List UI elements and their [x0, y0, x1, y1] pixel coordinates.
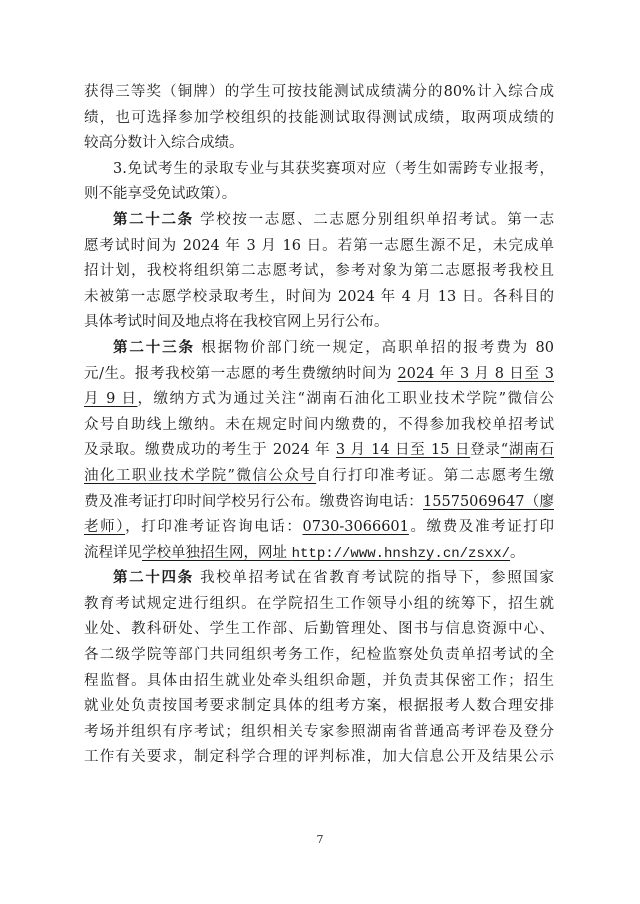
underlined-text: 学校单独招生网，网址 [142, 544, 292, 561]
text-span: 则不能享受免试政策）。 [84, 186, 237, 203]
text-span: ，缴纳方式为通过关注“湖南石油化工职业技术学院”微信公 [137, 391, 554, 408]
text-span: 流程详见 [84, 544, 142, 561]
text-line [84, 694, 554, 720]
text-line [84, 541, 554, 567]
text-span: 自行打印准考证。第二志愿考生缴 [316, 467, 554, 484]
text-span: 登录 [470, 442, 501, 459]
article-title: 第二十三条 [113, 339, 195, 356]
underlined-phone: 0730-3066601 [302, 519, 409, 536]
text-span: 学校按一志愿、二志愿分别组织单招考试。第一志 [193, 211, 555, 228]
underlined-text: “湖南石 [500, 442, 554, 459]
text-line [84, 131, 554, 157]
text-span: 较高分数计入综合成绩。 [84, 135, 244, 152]
text-line [84, 234, 554, 260]
text-span: ，打印准考证咨询电话： [125, 519, 303, 536]
text-line [84, 362, 554, 388]
website-link[interactable]: http://www.hnshzy.cn/zsxx/ [291, 545, 511, 562]
text-span: 绩，也可选择参加学校组织的技能测试取得测试成绩，取两项成绩的 [84, 109, 554, 126]
text-line [84, 80, 554, 106]
text-line [84, 387, 554, 413]
text-span: 元/生。报考我校第一志愿的考生费缴纳时间为 [84, 365, 398, 382]
text-span: 工作有关要求，制定科学合理的评判标准，加大信息公开及结果公示 [84, 749, 554, 766]
text-line [84, 643, 554, 669]
underlined-text: 老师） [84, 519, 126, 536]
text-span: 获得三等奖（铜牌）的学生可按技能测试成绩满分的80%计入综合成 [84, 84, 554, 100]
text-span: 费及准考证打印时间学校另行公布。缴费咨询电话： [84, 493, 424, 510]
text-line [84, 182, 554, 208]
text-line [84, 438, 554, 464]
text-line [84, 413, 554, 439]
text-span: 3.免试考生的录取专业与其获奖赛项对应（考生如需跨专业报考， [113, 160, 554, 177]
text-line [84, 464, 554, 490]
text-line [84, 745, 554, 771]
text-line [84, 617, 554, 643]
text-span: 众号自助线上缴纳。未在规定时间内缴费的，不得参加我校单招考试 [84, 416, 554, 433]
text-line [84, 490, 554, 516]
text-span: 。 [510, 544, 525, 561]
text-span: 就业处负责按国考要求制定具体的组考方案，根据报考人数合理安排 [84, 698, 554, 715]
text-span: 程监督。具体由招生就业处牵头组织命题，并负责其保密工作；招生 [84, 672, 554, 689]
underlined-date: 3 月 14 日至 15 日 [335, 442, 471, 459]
text-span: 及录取。缴费成功的考生于 2024 年 [84, 442, 336, 459]
text-line [84, 515, 554, 541]
article-23-heading-line [84, 336, 554, 362]
text-span: 。缴费及准考证打印 [408, 519, 555, 536]
text-line [84, 285, 554, 311]
text-span: 未被第一志愿学校录取考生，时间为 2024 年 4 月 13 日。各科目的 [84, 288, 554, 305]
text-span: 考场并组织有序考试；组织相关专家参照湖南省普通高考评卷及登分 [84, 723, 554, 740]
underlined-text: 油化工职业技术学院”微信公众号 [84, 467, 317, 484]
text-line [84, 592, 554, 618]
article-title: 第二十二条 [113, 211, 194, 228]
text-span: 具体考试时间及地点将在我校官网上另行公布。 [84, 314, 389, 331]
text-line [84, 157, 554, 183]
text-line [84, 720, 554, 746]
text-span: 各二级学院等部门共同组织考务工作，纪检监察处负责单招考试的全 [84, 647, 554, 664]
text-line [84, 669, 554, 695]
text-span: 我校单招考试在省教育考试院的指导下，参照国家 [193, 570, 555, 587]
page-number: 7 [316, 833, 324, 846]
article-22-heading-line [84, 208, 554, 234]
article-title: 第二十四条 [113, 570, 194, 587]
text-line [84, 310, 554, 336]
text-span: 业处、教科研处、学生工作部、后勤管理处、图书与信息资源中心、 [84, 621, 554, 638]
text-line [84, 106, 554, 132]
text-span: 教育考试规定进行组织。在学院招生工作领导小组的统筹下，招生就 [84, 595, 554, 612]
text-line [84, 259, 554, 285]
text-span: 招计划，我校将组织第二志愿考试，参考对象为第二志愿报考我校且 [84, 263, 554, 280]
underlined-date: 2024 年 3 月 8 日至 3 [397, 365, 555, 382]
underlined-date: 月 9 日 [84, 391, 138, 408]
text-span: 愿考试时间为 2024 年 3 月 16 日。若第一志愿生源不足，未完成单 [84, 237, 554, 254]
underlined-phone: 15575069647（廖 [423, 493, 555, 510]
article-24-heading-line [84, 566, 554, 592]
text-span: 根据物价部门统一规定，高职单招的报考费为 80 [194, 339, 555, 356]
document-body [84, 80, 554, 771]
